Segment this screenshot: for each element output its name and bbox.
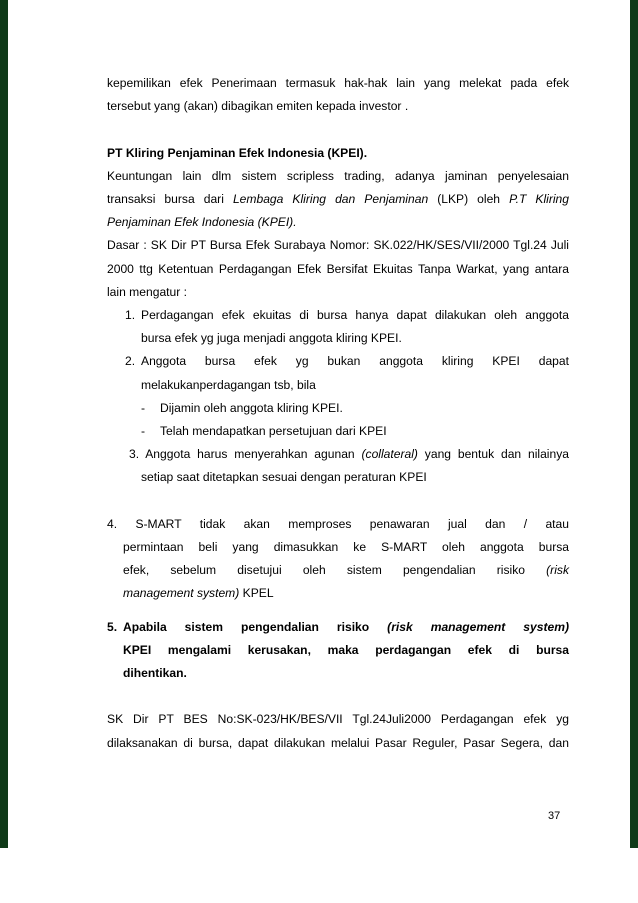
text-line: KPEI mengalami kerusakan, maka perdagangan efek di bursa (123, 642, 569, 657)
text-line: melakukanperdagangan tsb, bila (141, 377, 316, 392)
section-heading: PT Kliring Penjaminan Efek Indonesia (KPEI). (107, 145, 368, 160)
list-item: 3. Anggota harus menyerahkan agunan (collateral) yang bentuk dan nilainya (129, 447, 569, 462)
list-item: 4. S-MART tidak akan memproses penawaran jual dan / atau (107, 516, 569, 531)
text-line: dihentikan. (123, 666, 187, 681)
text-line: Dasar : SK Dir PT Bursa Efek Surabaya Nomor: SK.022/HK/SES/VII/2000 Tgl.24 Juli (107, 238, 569, 253)
text-line: setiap saat ditetapkan sesuai dengan peraturan KPEI (141, 470, 427, 485)
dash-item: - Telah mendapatkan persetujuan dari KPEI (141, 424, 387, 439)
document-page (8, 0, 630, 848)
text-line: Keuntungan lain dlm sistem scripless trading, adanya jaminan penyelesaian (107, 168, 569, 183)
page-content (107, 72, 569, 755)
list-item: 1. Perdagangan efek ekuitas di bursa hanya dapat dilakukan oleh anggota (125, 308, 569, 323)
text-line: SK Dir PT BES No:SK-023/HK/BES/VII Tgl.24Juli2000 Perdagangan efek yg (107, 712, 569, 727)
text-line: dilaksanakan di bursa, dapat dilakukan melalui Pasar Reguler, Pasar Segera, dan (107, 735, 569, 750)
text-line: bursa efek yg juga menjadi anggota kliring KPEI. (141, 331, 402, 346)
text-line: permintaan beli yang dimasukkan ke S-MART oleh anggota bursa (123, 540, 569, 555)
list-item: 2. Anggota bursa efek yg bukan anggota kliring KPEI dapat (125, 354, 569, 369)
text-line: efek, sebelum disetujui oleh sistem pengendalian risiko (risk (123, 563, 569, 578)
text-line: Penjaminan Efek Indonesia (KPEI). (107, 215, 297, 230)
page-number: 37 (548, 810, 561, 822)
text-line: 2000 ttg Ketentuan Perdagangan Efek Bersifat Ekuitas Tanpa Warkat, yang antara (107, 261, 569, 276)
text-line: management system) KPEL (123, 586, 274, 601)
text-line: tersebut yang (akan) dibagikan emiten kepada investor . (107, 99, 409, 114)
text-line: lain mengatur : (107, 284, 187, 299)
dash-item: - Dijamin oleh anggota kliring KPEI. (141, 400, 343, 415)
text-line: kepemilikan efek Penerimaan termasuk hak-hak lain yang melekat pada efek (107, 76, 569, 90)
list-item: 5. Apabila sistem pengendalian risiko (risk management system) (107, 619, 570, 634)
text-line: transaksi bursa dari Lembaga Kliring dan Penjaminan (LKP) oleh P.T Kliring (107, 192, 569, 206)
